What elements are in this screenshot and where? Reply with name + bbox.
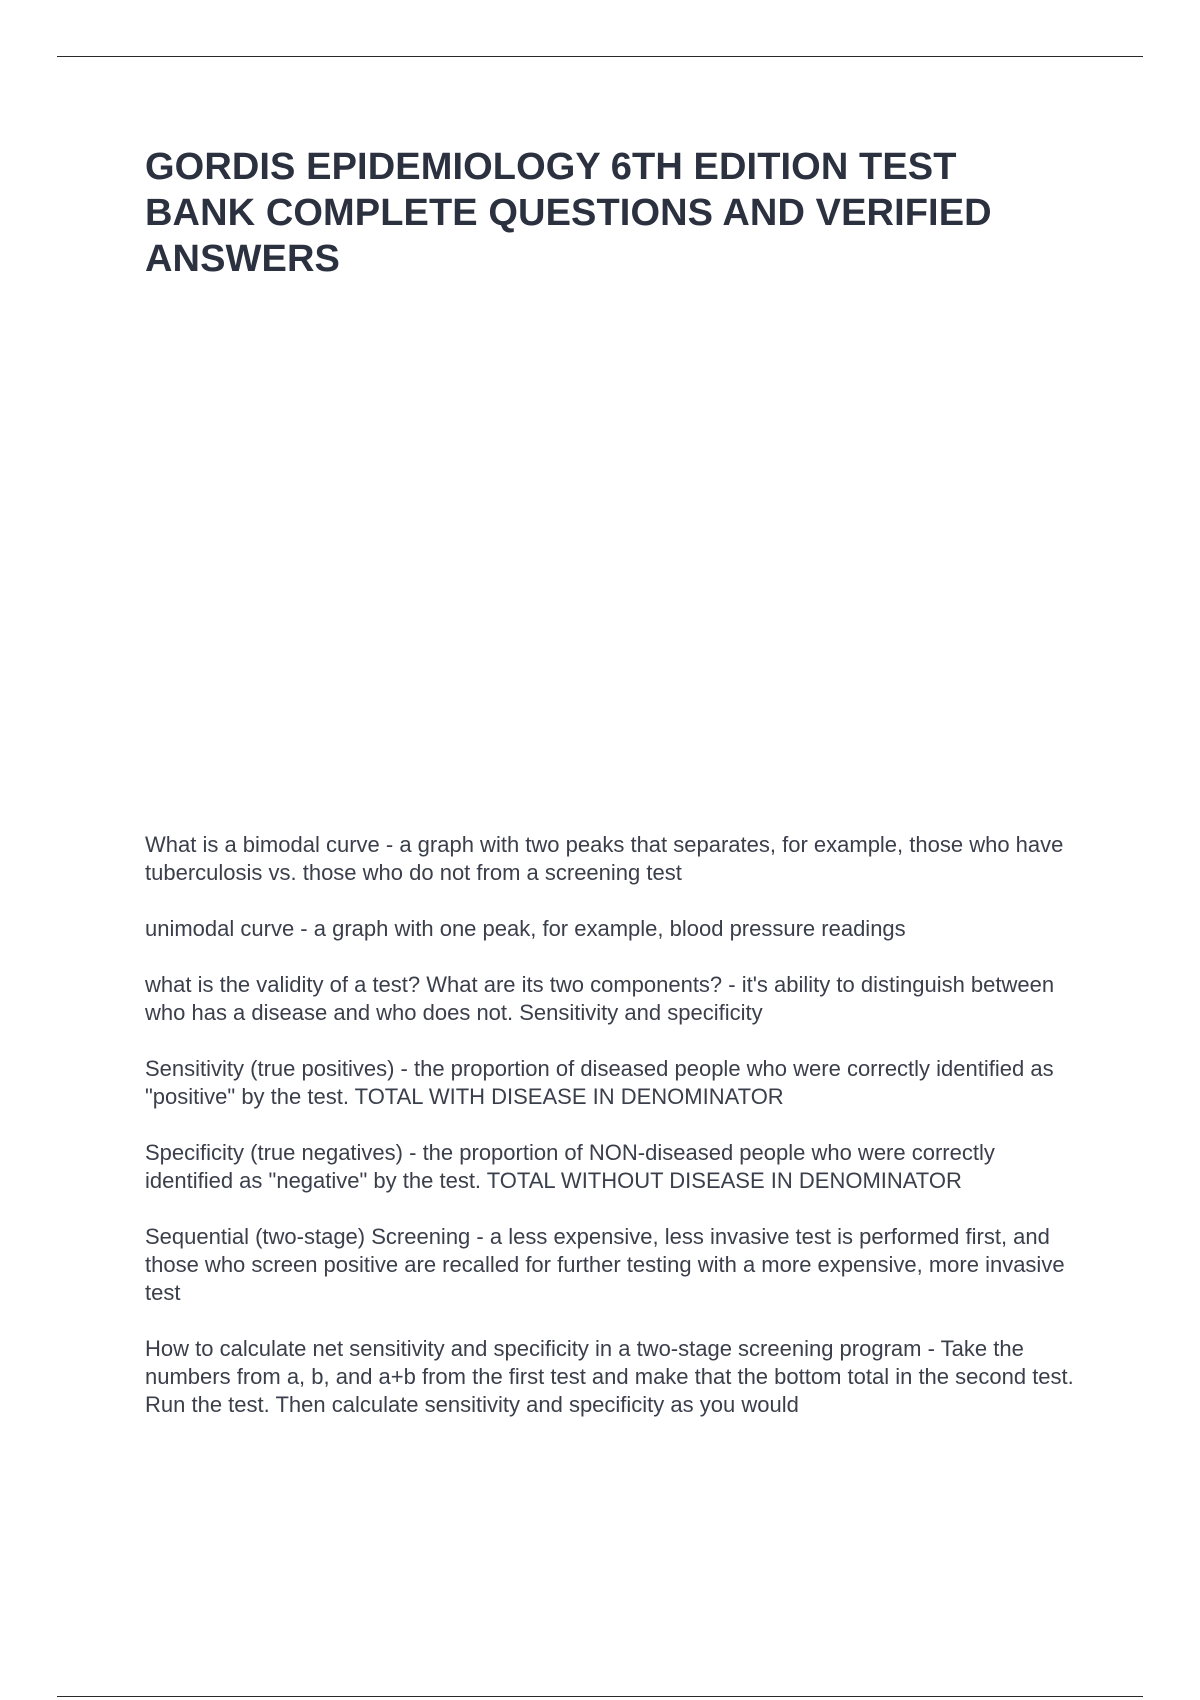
- qa-item-validity: [145, 971, 1085, 1027]
- qa-definition: a graph with one peak, for example, blood pressure readings: [313, 916, 906, 941]
- qa-term: What is a bimodal curve: [145, 832, 380, 857]
- qa-term: unimodal curve: [145, 916, 295, 941]
- qa-separator: [394, 1056, 414, 1081]
- qa-item-net-sensitivity: [145, 1335, 1085, 1419]
- qa-definition: the proportion of NON-diseased people who were correctly identified as "negative" by the test. TOTAL WITHOUT DISEASE IN DENOMINATOR: [145, 1140, 995, 1193]
- qa-separator: [294, 916, 314, 941]
- qa-term: Specificity (true negatives): [145, 1140, 403, 1165]
- document-title: GORDIS EPIDEMIOLOGY 6TH EDITION TEST BANK COMPLETE QUESTIONS AND VERIFIED ANSWERS: [145, 146, 992, 280]
- qa-definition: it's ability to distinguish between who has a disease and who does not. Sensitivity and specificity: [145, 972, 1055, 1025]
- qa-definition: a less expensive, less invasive test is performed first, and those who screen positive are recalled for further testing with a more expensive, more invasive test: [145, 1224, 1065, 1305]
- qa-list: [145, 831, 1085, 1447]
- qa-term: Sequential (two-stage) Screening: [145, 1224, 471, 1249]
- qa-item-unimodal-curve: [145, 915, 1085, 943]
- qa-separator: [403, 1140, 423, 1165]
- qa-term: Sensitivity (true positives): [145, 1056, 395, 1081]
- qa-separator: [921, 1336, 940, 1361]
- qa-separator: [722, 972, 742, 997]
- qa-item-sequential-screening: [145, 1223, 1085, 1307]
- qa-item-bimodal-curve: [145, 831, 1085, 887]
- qa-definition: a graph with two peaks that separates, for example, those who have tuberculosis vs. those who do not from a screening test: [145, 832, 1064, 885]
- qa-term: How to calculate net sensitivity and specificity in a two-stage screening program: [145, 1336, 922, 1361]
- qa-term: what is the validity of a test? What are its two components?: [145, 972, 723, 997]
- qa-definition: Take the numbers from a, b, and a+b from the first test and make that the bottom total in the second test. Run the test. Then calculate sensitivity and specificity as you would: [145, 1336, 1074, 1417]
- qa-separator: [470, 1224, 490, 1249]
- bottom-rule: [57, 1696, 1143, 1697]
- qa-separator: [380, 832, 400, 857]
- qa-item-sensitivity: [145, 1055, 1085, 1111]
- qa-definition: the proportion of diseased people who were correctly identified as "positive" by the test. TOTAL WITH DISEASE IN DENOMINATOR: [145, 1056, 1054, 1109]
- qa-item-specificity: [145, 1139, 1085, 1195]
- top-rule: [57, 56, 1143, 57]
